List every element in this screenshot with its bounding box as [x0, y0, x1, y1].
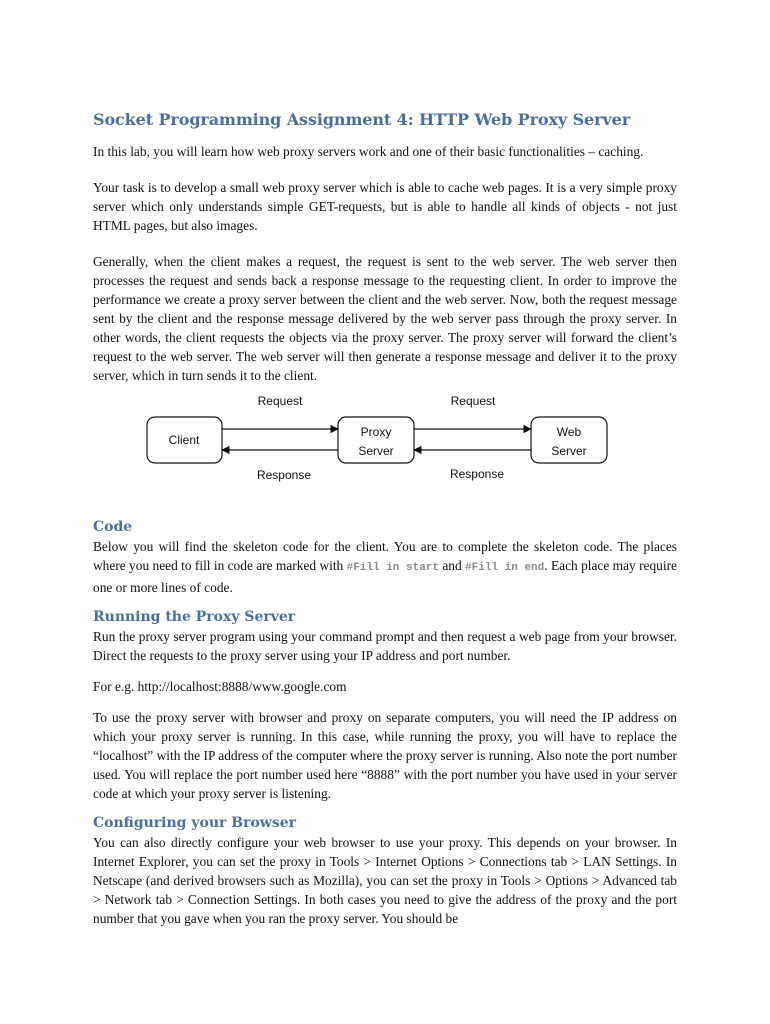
intro-paragraph: In this lab, you will learn how web proxy servers work and one of their basic functionalities – caching. [93, 144, 644, 159]
page-title: Socket Programming Assignment 4: HTTP Web Proxy Server [93, 110, 631, 129]
response-label-left: Response [256, 468, 312, 482]
web-label-line2: Server [551, 444, 587, 458]
task-paragraph: Your task is to develop a small web proxy server which is able to cache web pages. It is a very simple proxy server which only understands simple GET-requests, but is able to handle all kinds of objects - not just HTML pages, but also images. [93, 180, 677, 233]
code-heading: Code [93, 519, 133, 535]
code-text-after: . Each place may require one or more lines of code. [93, 558, 677, 595]
running-example: For e.g. http://localhost:8888/www.google.com [93, 679, 347, 694]
client-label: Client [168, 433, 200, 447]
running-paragraph-2: To use the proxy server with browser and proxy on separate computers, you will need the IP address on which your proxy server is running. In this case, while running the proxy, you will have to replace the “localhost” with the IP address of the computer where the proxy server is running. Also note the port number used. You will replace the port number used here “8888” with the port number you have used in your server code at which your proxy server is listening. [93, 710, 677, 801]
response-label-right: Response [449, 467, 505, 481]
running-paragraph-1: Run the proxy server program using your command prompt and then request a web page from your browser. Direct the requests to the proxy server using your IP address and port number. [93, 629, 677, 663]
config-paragraph: You can also directly configure your web browser to use your proxy. This depends on your browser. In Internet Explorer, you can set the proxy in Tools > Internet Options > Connections tab > LAN Settings. In Netscape (and derived browsers such as Mozilla), you can set the proxy in Tools > Options > Advanced tab > Network tab > Connection Settings. In both cases you need to give the address of the proxy and the port number that you gave when you ran the proxy server. You should be [93, 835, 677, 926]
request-label-left: Request [257, 394, 303, 408]
proxy-label-line2: Server [358, 444, 394, 458]
request-label-right: Request [450, 394, 496, 408]
proxy-diagram-svg [0, 391, 770, 511]
web-label-line1: Web [556, 425, 582, 439]
code-text-before: Below you will find the skeleton code for the client. You are to complete the skeleton code. The places where you need to fill in code are marked with [93, 539, 677, 573]
code-paragraph [93, 537, 677, 597]
fill-in-start-marker: #Fill in start [346, 562, 440, 574]
proxy-label-line1: Proxy [360, 425, 392, 439]
document-body [93, 110, 677, 928]
proxy-diagram [93, 391, 677, 511]
config-heading: Configuring your Browser [93, 815, 297, 831]
fill-in-end-marker: #Fill in end [465, 562, 545, 574]
overview-paragraph: Generally, when the client makes a request, the request is sent to the web server. The web server then processes the request and sends back a response message to the requesting client. In order to improve the performance we create a proxy server between the client and the web server. Now, both the request message sent by the client and the response message delivered by the web server pass through the proxy server. In other words, the client requests the objects via the proxy server. The proxy server will forward the client’s request to the web server. The web server will then generate a response message and deliver it to the proxy server, which in turn sends it to the client. [93, 254, 677, 383]
running-heading: Running the Proxy Server [93, 609, 296, 625]
code-text-and: and [439, 558, 466, 573]
